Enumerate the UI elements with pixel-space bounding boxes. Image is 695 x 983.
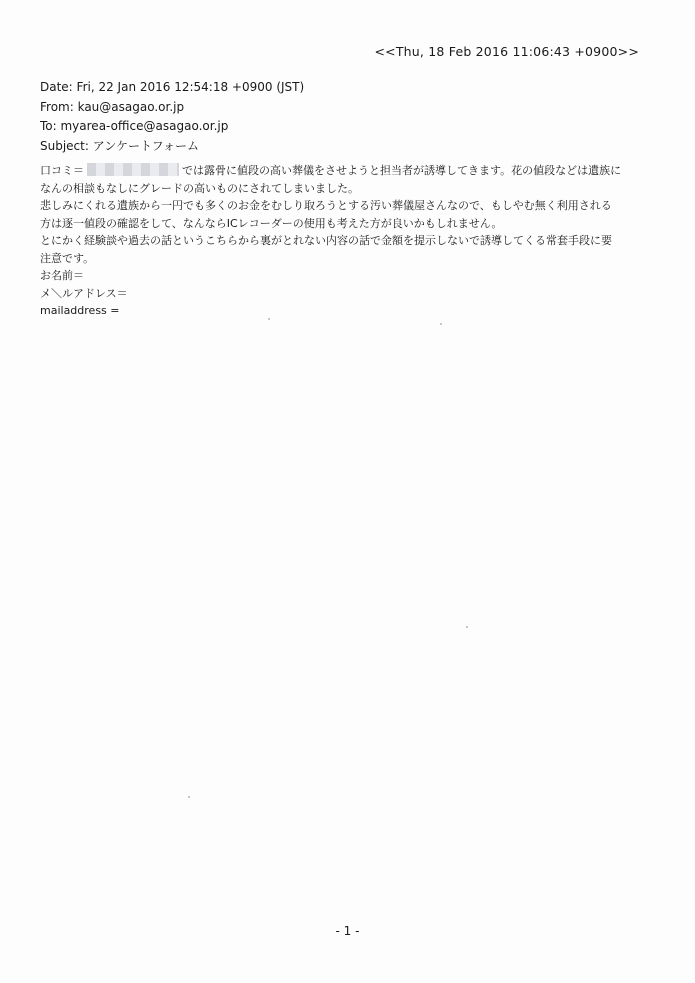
review-text-1: では露骨に値段の高い葬儀をさせようと担当者が誘導してきます。花の値段などは遺族に <box>182 164 622 177</box>
scan-speck <box>466 626 468 628</box>
scan-speck <box>188 796 190 798</box>
body-line-6: 注意です。 <box>40 251 95 265</box>
email-field-en: mailaddress = <box>40 304 120 317</box>
to-header: To: myarea-office@asagao.or.jp <box>40 119 229 133</box>
body-line-3: 悲しみにくれる遺族から一円でも多くのお金をむしり取ろうとする汚い葬儀屋さんなので、もしやむ無く利用される <box>40 199 612 212</box>
email-body <box>40 162 645 320</box>
subject-header: Subject: アンケートフォーム <box>40 138 200 153</box>
from-header: From: kau@asagao.or.jp <box>40 99 185 114</box>
scan-speck <box>440 323 442 325</box>
redacted-name <box>87 163 179 176</box>
date-header: Date: Fri, 22 Jan 2016 12:54:18 +0900 (JST) <box>40 80 305 94</box>
body-line-5: とにかく経験談や過去の話というこちらから裏がとれない内容の話で金額を提示しないで誘導してくる常套手段に要 <box>40 234 612 247</box>
body-line-4: 方は逐一値段の確認をして、なんならICレコーダーの使用も考えた方が良いかもしれません。 <box>40 216 503 230</box>
name-field: お名前＝ <box>40 269 84 282</box>
email-field-jp: メ＼ルアドレス＝ <box>40 286 128 300</box>
email-headers <box>40 78 304 156</box>
scan-speck <box>268 318 270 320</box>
page-number: - 1 - <box>335 924 360 938</box>
review-label: 口コミ＝ <box>40 164 84 177</box>
body-line-2: なんの相談もなしにグレードの高いものにされてしまいました。 <box>40 181 359 195</box>
body-line-1 <box>40 162 645 180</box>
received-date: <<Thu, 18 Feb 2016 11:06:43 +0900>> <box>374 44 639 59</box>
